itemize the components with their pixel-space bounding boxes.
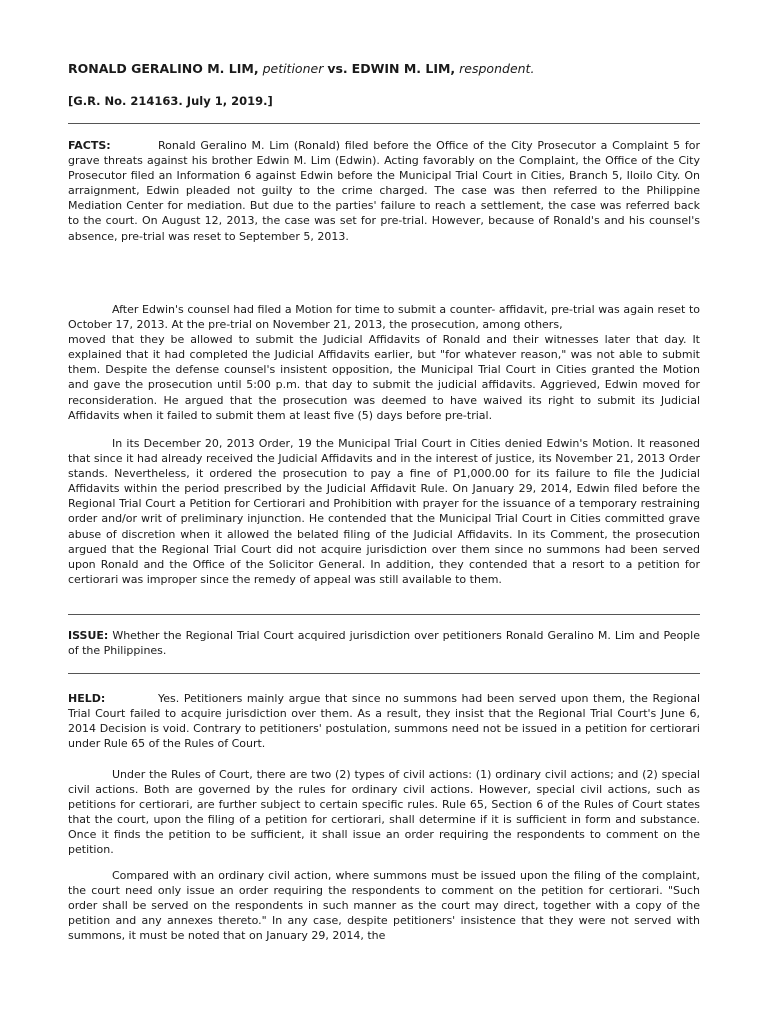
- facts-text-3: In its December 20, 2013 Order, 19 the Municipal Trial Court in Cities denied Edwin's Motion. It reasoned that since it had already received the Judicial Affidavits and in the interest of justice, its November 21, 2013 Order stands. Nevertheless, it ordered the prosecution to pay a fine of P1,000.00 for its failure to file the Judicial Affidavits within the period prescribed by the Judicial Affidavit Rule. On January 29, 2014, Edwin filed before the Regional Trial Court a Petition for Certiorari and Prohibition with prayer for the issuance of a temporary restraining order and/or writ of preliminary injunction. He contended that the Municipal Trial Court in Cities committed grave abuse of discretion when it allowed the belated filing of the Judicial Affidavits. In its Comment, the prosecution argued that the Regional Trial Court did not acquire jurisdiction over them since no summons had been served upon Ronald and the Office of the Solicitor General. In addition, they contended that a resort to a petition for certiorari was improper since the remedy of appeal was still available to them.: [68, 437, 700, 586]
- respondent-name: EDWIN M. LIM,: [351, 61, 456, 76]
- held-paragraph-2: [68, 767, 700, 858]
- facts-text-1: Ronald Geralino M. Lim (Ronald) filed before the Office of the City Prosecutor a Complaint 5 for grave threats against his brother Edwin M. Lim (Edwin). Acting favorably on the Complaint, the Office of the City Prosecutor filed an Information 6 against Edwin before the Municipal Trial Court in Cities, Branch 5, Iloilo City. On arraignment, Edwin pleaded not guilty to the crime charged. The case was then referred to the Philippine Mediation Center for mediation. But due to the parties' failure to reach a settlement, the case was referred back to the court. On August 12, 2013, the case was set for pre-trial. However, because of Ronald's and his counsel's absence, pre-trial was reset to September 5, 2013.: [68, 139, 700, 243]
- facts-label: FACTS:: [68, 139, 111, 152]
- issue-label: ISSUE:: [68, 629, 109, 642]
- divider-held: [68, 673, 700, 674]
- respondent-role: respondent.: [459, 61, 535, 76]
- issue-section: [68, 628, 700, 658]
- issue-text: Whether the Regional Trial Court acquired jurisdiction over petitioners Ronald Geralino M. Lim and People of the Philippines.: [68, 629, 700, 658]
- versus-label: vs.: [327, 61, 348, 76]
- facts-text-2a: After Edwin's counsel had filed a Motion for time to submit a counter- affidavit, pre-trial was again reset to October 17, 2013. At the pre-trial on November 21, 2013, the prosecution, among others,: [68, 303, 700, 332]
- held-label: HELD:: [68, 692, 106, 705]
- divider-top: [68, 123, 700, 124]
- held-section: [68, 691, 700, 751]
- petitioner-name: RONALD GERALINO M. LIM,: [68, 61, 259, 76]
- facts-paragraph-2: [68, 302, 700, 423]
- petitioner-role: petitioner: [262, 61, 324, 76]
- held-paragraph-1: [68, 691, 700, 751]
- gr-number: [G.R. No. 214163. July 1, 2019.]: [68, 94, 273, 108]
- case-title: [68, 60, 708, 78]
- held-text-1: Yes. Petitioners mainly argue that since no summons had been served upon them, the Regional Trial Court failed to acquire jurisdiction over them. As a result, they insist that the Regional Trial Court's June 6, 2014 Decision is void. Contrary to petitioners' postulation, summons need not be issued in a petition for certiorari under Rule 65 of the Rules of Court.: [68, 692, 700, 751]
- facts-text-2b: moved that they be allowed to submit the Judicial Affidavits of Ronald and their witnesses later that day. It explained that it had completed the Judicial Affidavits earlier, but "for whatever reason," was not able to submit them. Despite the defense counsel's insistent opposition, the Municipal Trial Court in Cities granted the Motion and gave the prosecution until 5:00 p.m. that day to submit the judicial affidavits. Aggrieved, Edwin moved for reconsideration. He argued that the prosecution was deemed to have waived its right to submit its Judicial Affidavits when it failed to submit them at least five (5) days before pre-trial.: [68, 333, 700, 422]
- facts-paragraph-3: [68, 436, 700, 587]
- held-text-3: Compared with an ordinary civil action, where summons must be issued upon the filing of the complaint, the court need only issue an order requiring the respondents to comment on the petition for certiorari. "Such order shall be served on the respondents in such manner as the court may direct, together with a copy of the petition and any annexes thereto." In any case, despite petitioners' insistence that they were not served with summons, it must be noted that on January 29, 2014, the: [68, 869, 700, 943]
- issue-paragraph: [68, 628, 700, 658]
- held-text-2: Under the Rules of Court, there are two (2) types of civil actions: (1) ordinary civil actions; and (2) special civil actions. Both are governed by the rules for ordinary civil actions. However, special civil actions, such as petitions for certiorari, are further subject to certain specific rules. Rule 65, Section 6 of the Rules of Court states that the court, upon the filing of a petition for certiorari, shall determine if it is sufficient in form and substance. Once it finds the petition to be sufficient, it shall issue an order requiring the respondents to comment on the petition.: [68, 768, 700, 857]
- facts-section: [68, 138, 700, 244]
- facts-paragraph-1: [68, 138, 700, 244]
- held-paragraph-3: [68, 868, 700, 943]
- divider-issue: [68, 614, 700, 615]
